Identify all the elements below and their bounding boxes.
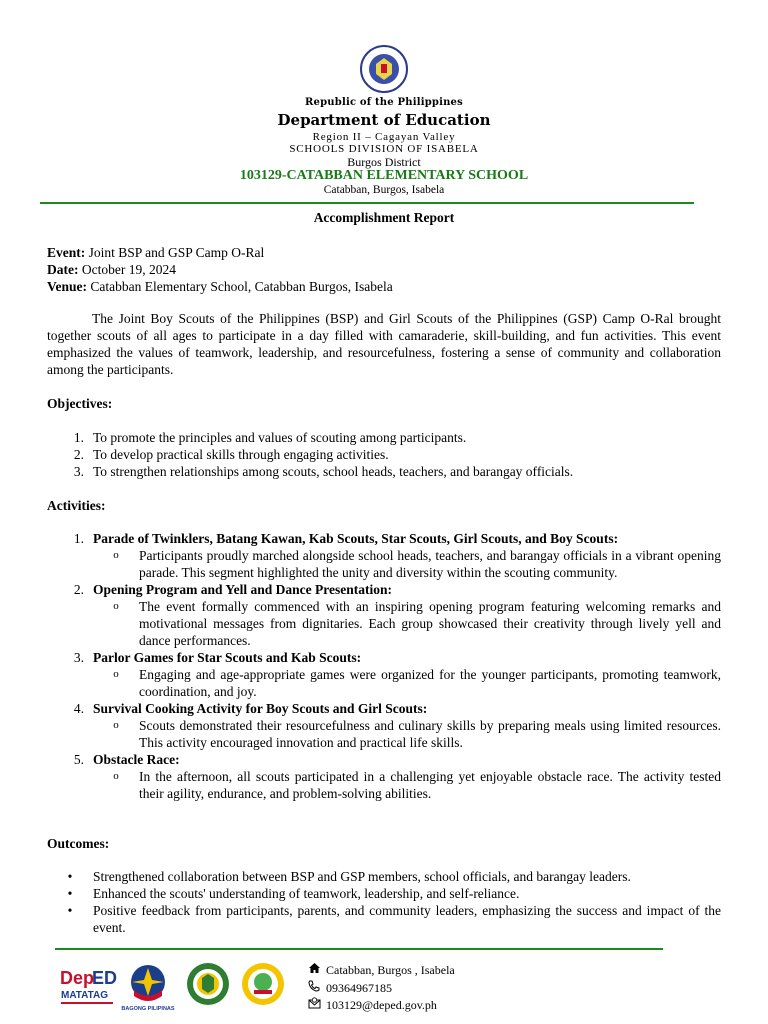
- item-number: 4.: [73, 701, 84, 716]
- activities-list: [47, 530, 721, 802]
- list-item: [47, 581, 721, 598]
- svg-text:BAGONG PILIPINAS: BAGONG PILIPINAS: [121, 1006, 175, 1012]
- header-divider: [40, 202, 694, 204]
- report-title: Accomplishment Report: [313, 210, 455, 225]
- list-item: [47, 463, 721, 480]
- event-label: Event:: [47, 245, 86, 260]
- footer-divider: [55, 948, 663, 950]
- venue-value: Catabban Elementary School, Catabban Burgos, Isabela: [87, 279, 393, 294]
- list-item: [47, 902, 721, 936]
- activities-heading: Activities:: [47, 498, 106, 513]
- event-line: [47, 244, 721, 261]
- activity-detail: Scouts demonstrated their resourcefulness and culinary skills by preparing meals using limited resources. This activity encouraged innovation and practical life skills.: [139, 718, 721, 750]
- item-text: To develop practical skills through engaging activities.: [93, 447, 389, 462]
- bagong-pilipinas-logo: [121, 965, 175, 1012]
- list-item: [47, 530, 721, 547]
- sub-list-item: [47, 768, 721, 802]
- contact-email: [308, 997, 455, 1015]
- sub-bullet: o: [113, 770, 119, 782]
- sub-list-item: [47, 717, 721, 751]
- item-number: 1.: [73, 430, 84, 445]
- sub-list-item: [47, 598, 721, 649]
- school-address: Catabban, Burgos, Isabela: [323, 184, 445, 196]
- activity-title: Parlor Games for Star Scouts and Kab Scouts:: [93, 650, 362, 665]
- svg-text:Dep: Dep: [60, 968, 95, 988]
- activity-title: Obstacle Race:: [93, 752, 180, 767]
- phone-text: 09364967185: [326, 980, 392, 995]
- sub-bullet: o: [113, 549, 119, 561]
- list-item: [47, 868, 721, 885]
- item-number: 2.: [73, 582, 84, 597]
- item-text: To strengthen relationships among scouts, school heads, teachers, and barangay officials.: [93, 464, 574, 479]
- bullet: •: [67, 869, 73, 884]
- event-value: Joint BSP and GSP Camp O-Ral: [85, 245, 265, 260]
- venue-line: [47, 278, 721, 295]
- activity-title: Survival Cooking Activity for Boy Scouts and Girl Scouts:: [93, 701, 428, 716]
- item-number: 3.: [73, 650, 84, 665]
- activity-title: Parade of Twinklers, Batang Kawan, Kab Scouts, Star Scouts, Girl Scouts, and Boy Scouts:: [93, 531, 619, 546]
- item-number: 3.: [73, 464, 84, 479]
- contact-info: [308, 962, 455, 1015]
- date-line: [47, 261, 721, 278]
- activity-detail: In the afternoon, all scouts participated in a challenging yet enjoyable obstacle race. The activity tested their agility, endurance, and problem-solving abilities.: [139, 769, 721, 801]
- sub-bullet: o: [113, 600, 119, 612]
- department-name: Department of Education: [277, 111, 491, 129]
- outcome-text: Positive feedback from participants, parents, and community leaders, emphasizing the success and impact of the event.: [93, 903, 721, 935]
- item-number: 1.: [73, 531, 84, 546]
- outcome-text: Strengthened collaboration between BSP and GSP members, school officials, and barangay leaders.: [93, 869, 631, 884]
- district-seal-logo: [242, 963, 284, 1005]
- sub-list-item: [47, 666, 721, 700]
- division-line: SCHOOLS DIVISION OF ISABELA: [289, 143, 479, 155]
- list-item: [47, 751, 721, 768]
- republic-line: Republic of the Philippines: [305, 97, 463, 108]
- objectives-list: [47, 429, 721, 480]
- activity-detail: Engaging and age-appropriate games were organized for the younger participants, promoting teamwork, coordination, and joy.: [139, 667, 721, 699]
- school-seal-logo: [187, 963, 229, 1005]
- date-value: October 19, 2024: [78, 262, 176, 277]
- list-item: [47, 429, 721, 446]
- intro-paragraph: The Joint Boy Scouts of the Philippines (BSP) and Girl Scouts of the Philippines (GSP) Camp O-Ral brought together scouts of all ages to participate in a day filled with camaraderie, skill-building, and fun activities. This event emphasized the values of teamwork, leadership, and resourcefulness, fostering a sense of community and collaboration among the participants.: [47, 311, 721, 377]
- district-line: Burgos District: [347, 155, 421, 169]
- activity-title: Opening Program and Yell and Dance Presentation:: [93, 582, 393, 597]
- date-label: Date:: [47, 262, 79, 277]
- objectives-heading: Objectives:: [47, 396, 113, 411]
- phone-icon: [308, 980, 326, 998]
- list-item: [47, 700, 721, 717]
- venue-label: Venue:: [47, 279, 88, 294]
- bullet: •: [67, 886, 73, 901]
- bullet: •: [67, 903, 73, 918]
- item-number: 5.: [73, 752, 84, 767]
- deped-seal-logo: [352, 44, 416, 94]
- sub-bullet: o: [113, 668, 119, 680]
- list-item: [47, 446, 721, 463]
- sub-list-item: [47, 547, 721, 581]
- outcomes-list: [47, 868, 721, 936]
- contact-phone: [308, 980, 455, 998]
- contact-address: [308, 962, 455, 980]
- sub-bullet: o: [113, 719, 119, 731]
- home-icon: [308, 962, 326, 980]
- svg-text:ED: ED: [92, 968, 118, 988]
- region-line: Region II – Cagayan Valley: [312, 131, 456, 143]
- activity-detail: Participants proudly marched alongside school heads, teachers, and barangay officials in a vibrant opening parade. This segment highlighted the unity and diversity within the scouting community.: [139, 548, 721, 580]
- deped-matatag-logo: [60, 968, 117, 1004]
- email-icon: [308, 997, 326, 1015]
- activity-detail: The event formally commenced with an inspiring opening program featuring welcoming remarks and motivational messages from dignitaries. Each group showcased their creativity through lively yell and dance performances.: [139, 599, 721, 648]
- outcome-text: Enhanced the scouts' understanding of teamwork, leadership, and self-reliance.: [93, 886, 520, 901]
- event-meta: [47, 244, 721, 295]
- email-text: 103129@deped.gov.ph: [326, 998, 437, 1012]
- outcomes-heading: Outcomes:: [47, 836, 110, 851]
- item-number: 2.: [73, 447, 84, 462]
- svg-text:MATATAG: MATATAG: [61, 990, 109, 1001]
- item-text: To promote the principles and values of scouting among participants.: [93, 430, 467, 445]
- list-item: [47, 649, 721, 666]
- address-text: Catabban, Burgos , Isabela: [326, 963, 455, 977]
- school-name: 103129-CATABBAN ELEMENTARY SCHOOL: [239, 168, 529, 183]
- list-item: [47, 885, 721, 902]
- footer-logos: [58, 960, 290, 1012]
